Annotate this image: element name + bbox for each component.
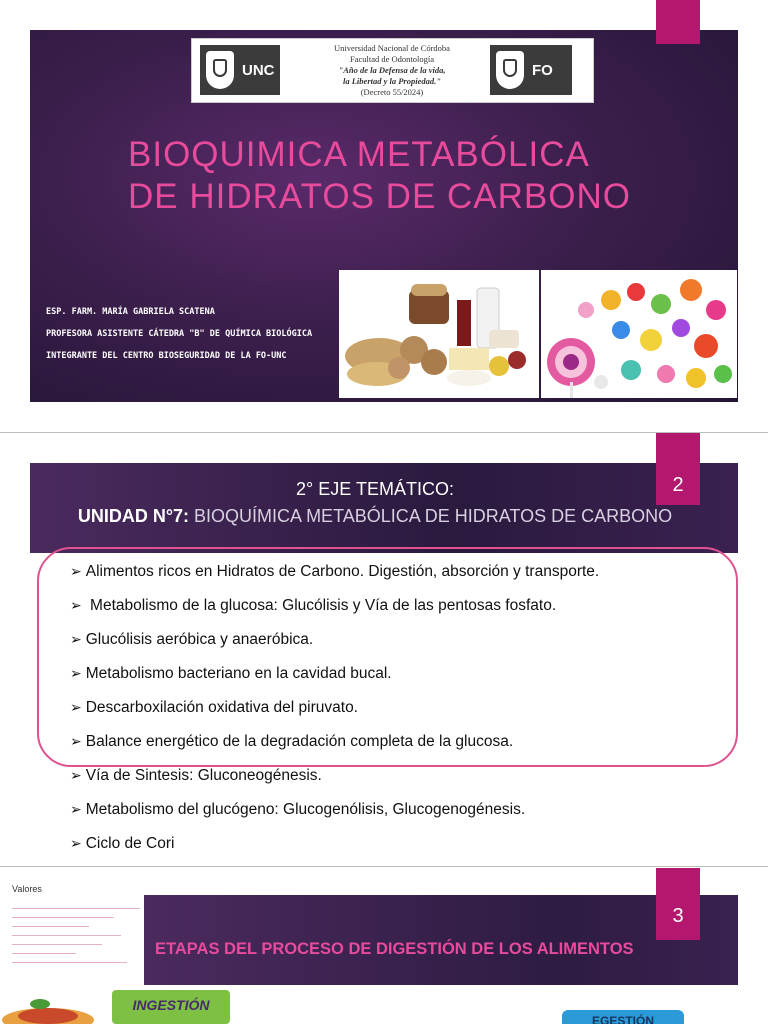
list-item: ➢ Descarboxilación oxidativa del piruvato. <box>70 699 358 716</box>
arrow-bullet-icon: ➢ <box>70 563 82 579</box>
arrow-bullet-icon: ➢ <box>70 801 82 817</box>
candy-image <box>541 270 737 398</box>
slide-number: 3 <box>656 868 700 940</box>
unit-heading <box>30 506 720 527</box>
arrow-bullet-icon: ➢ <box>70 767 82 783</box>
title-slide <box>0 0 768 430</box>
author-info <box>46 305 346 371</box>
fo-crest-icon <box>496 51 524 89</box>
unc-logo <box>200 45 280 95</box>
values-fine-print <box>12 900 140 963</box>
unit-title: BIOQUÍMICA METABÓLICA DE HIDRATOS DE CARBONO <box>189 506 673 526</box>
slide-title: BIOQUIMICA METABÓLICA DE HIDRATOS DE CARBONO <box>128 135 631 216</box>
slide-number: 2 <box>656 433 700 505</box>
topic-list <box>70 561 750 865</box>
author-line: ESP. FARM. MARÍA GABRIELA SCATENA <box>46 307 215 317</box>
arrow-bullet-icon: ➢ <box>70 597 82 613</box>
food-image <box>339 270 539 398</box>
values-heading: Valores <box>12 884 42 894</box>
ingestion-label: INGESTIÓN <box>112 990 230 1024</box>
arrow-bullet-icon: ➢ <box>70 631 82 647</box>
list-item: ➢ Glucólisis aeróbica y anaeróbica. <box>70 631 314 648</box>
fo-logo <box>490 45 572 95</box>
list-item: ➢ Vía de Sintesis: Gluconeogénesis. <box>70 767 322 784</box>
list-item: ➢ Metabolismo del glucógeno: Glucogenólisis, Glucogenogénesis. <box>70 801 526 818</box>
arrow-bullet-icon: ➢ <box>70 733 82 749</box>
list-item: ➢ Metabolismo de la glucosa: Glucólisis y Vía de las pentosas fosfato. <box>70 597 557 614</box>
list-item: ➢ Ciclo de Cori <box>70 835 175 852</box>
arrow-bullet-icon: ➢ <box>70 665 82 681</box>
list-item: ➢ Balance energético de la degradación completa de la glucosa. <box>70 733 514 750</box>
slide-title: ETAPAS DEL PROCESO DE DIGESTIÓN DE LOS ALIMENTOS <box>155 940 634 958</box>
logo-text: Universidad Nacional de Córdoba Facultad de Odontología "Año de la Defensa de la vida, la Libertad y la Propiedad." (Decreto 55/2024) <box>334 43 450 97</box>
slide-divider <box>0 866 768 867</box>
list-item: ➢ Metabolismo bacteriano en la cavidad bucal. <box>70 665 392 682</box>
digestion-slide <box>0 868 768 1024</box>
syllabus-slide <box>0 433 768 865</box>
eje-heading: 2° EJE TEMÁTICO: <box>296 479 454 499</box>
egestion-label: EGESTIÓN <box>562 1010 684 1024</box>
author-line: PROFESORA ASISTENTE CÁTEDRA "B" DE QUÍMICA BIOLÓGICA <box>46 329 313 339</box>
arrow-bullet-icon: ➢ <box>70 835 82 851</box>
pasta-image <box>0 990 100 1024</box>
list-item: ➢ Alimentos ricos en Hidratos de Carbono. Digestión, absorción y transporte. <box>70 563 600 580</box>
accent-corner <box>656 0 700 44</box>
unc-crest-icon <box>206 51 234 89</box>
author-line: INTEGRANTE DEL CENTRO BIOSEGURIDAD DE LA FO-UNC <box>46 351 287 361</box>
unit-label: UNIDAD N°7: <box>77 506 190 526</box>
fo-abbr: FO <box>532 61 553 79</box>
unc-abbr: UNC <box>242 61 275 79</box>
institution-logo <box>191 38 594 103</box>
arrow-bullet-icon: ➢ <box>70 699 82 715</box>
